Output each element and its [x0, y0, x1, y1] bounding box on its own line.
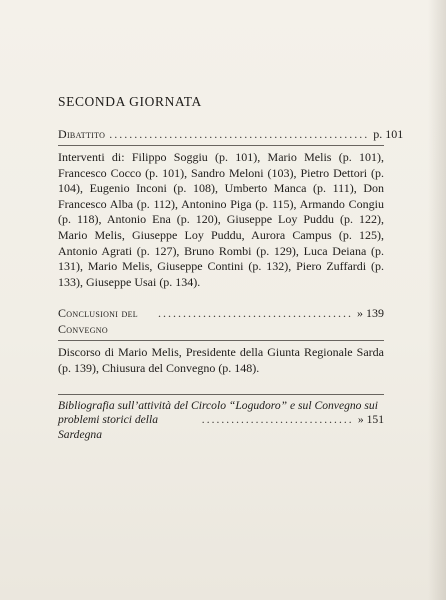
bibliografia-line-1: Bibliografia sull’attività del Circolo “Logudoro” e sul Convegno sui	[58, 398, 378, 412]
page-edge-shadow	[428, 0, 446, 600]
page-number: » 151	[357, 413, 384, 427]
leader-dots: ...............................	[202, 413, 354, 427]
divider-rule	[58, 145, 384, 146]
entry-label: Conclusioni del Convegno	[58, 306, 138, 337]
leader-dots: .......................................	[158, 306, 353, 321]
page-number: p. 101	[373, 127, 404, 141]
leader-dots: ....................................................	[109, 127, 370, 141]
toc-entry-conclusioni	[58, 305, 384, 337]
entry-label: Dibattito	[58, 127, 106, 141]
divider-rule	[58, 394, 384, 395]
interventi-paragraph: Interventi di: Filippo Soggiu (p. 101), Mario Melis (p. 101), Francesco Cocco (p. 101), Sandro Meloni (103), Pietro Dettori (p. 104), Eugenio Inconi (p. 108), Umberto Manca (p. 111), Don Francesco Alba (p. 112), Antonino Piga (p. 115), Armando Congiu (p. 118), Antonio Ena (p. 120), Giuseppe Loy Puddu (p. 122), Mario Melis, Giuseppe Loy Puddu, Aurora Campus (p. 125), Antonio Agrati (p. 127), Bruno Rombi (p. 129), Luca Deiana (p. 131), Mario Melis, Giuseppe Contini (p. 132), Piero Zuffardi (p. 133), Giuseppe Usai (p. 134).	[58, 150, 384, 289]
section-title: SECONDA GIORNATA	[58, 94, 202, 109]
divider-rule	[58, 340, 384, 341]
table-of-contents	[58, 94, 404, 442]
toc-entry-dibattito	[58, 126, 404, 142]
discorso-paragraph: Discorso di Mario Melis, Presidente della Giunta Regionale Sarda (p. 139), Chiusura del Convegno (p. 148).	[58, 345, 384, 375]
bibliografia-line-2: problemi storici della Sardegna	[58, 413, 159, 441]
page-number: » 139	[357, 306, 384, 321]
toc-entry-bibliografia	[58, 399, 384, 443]
